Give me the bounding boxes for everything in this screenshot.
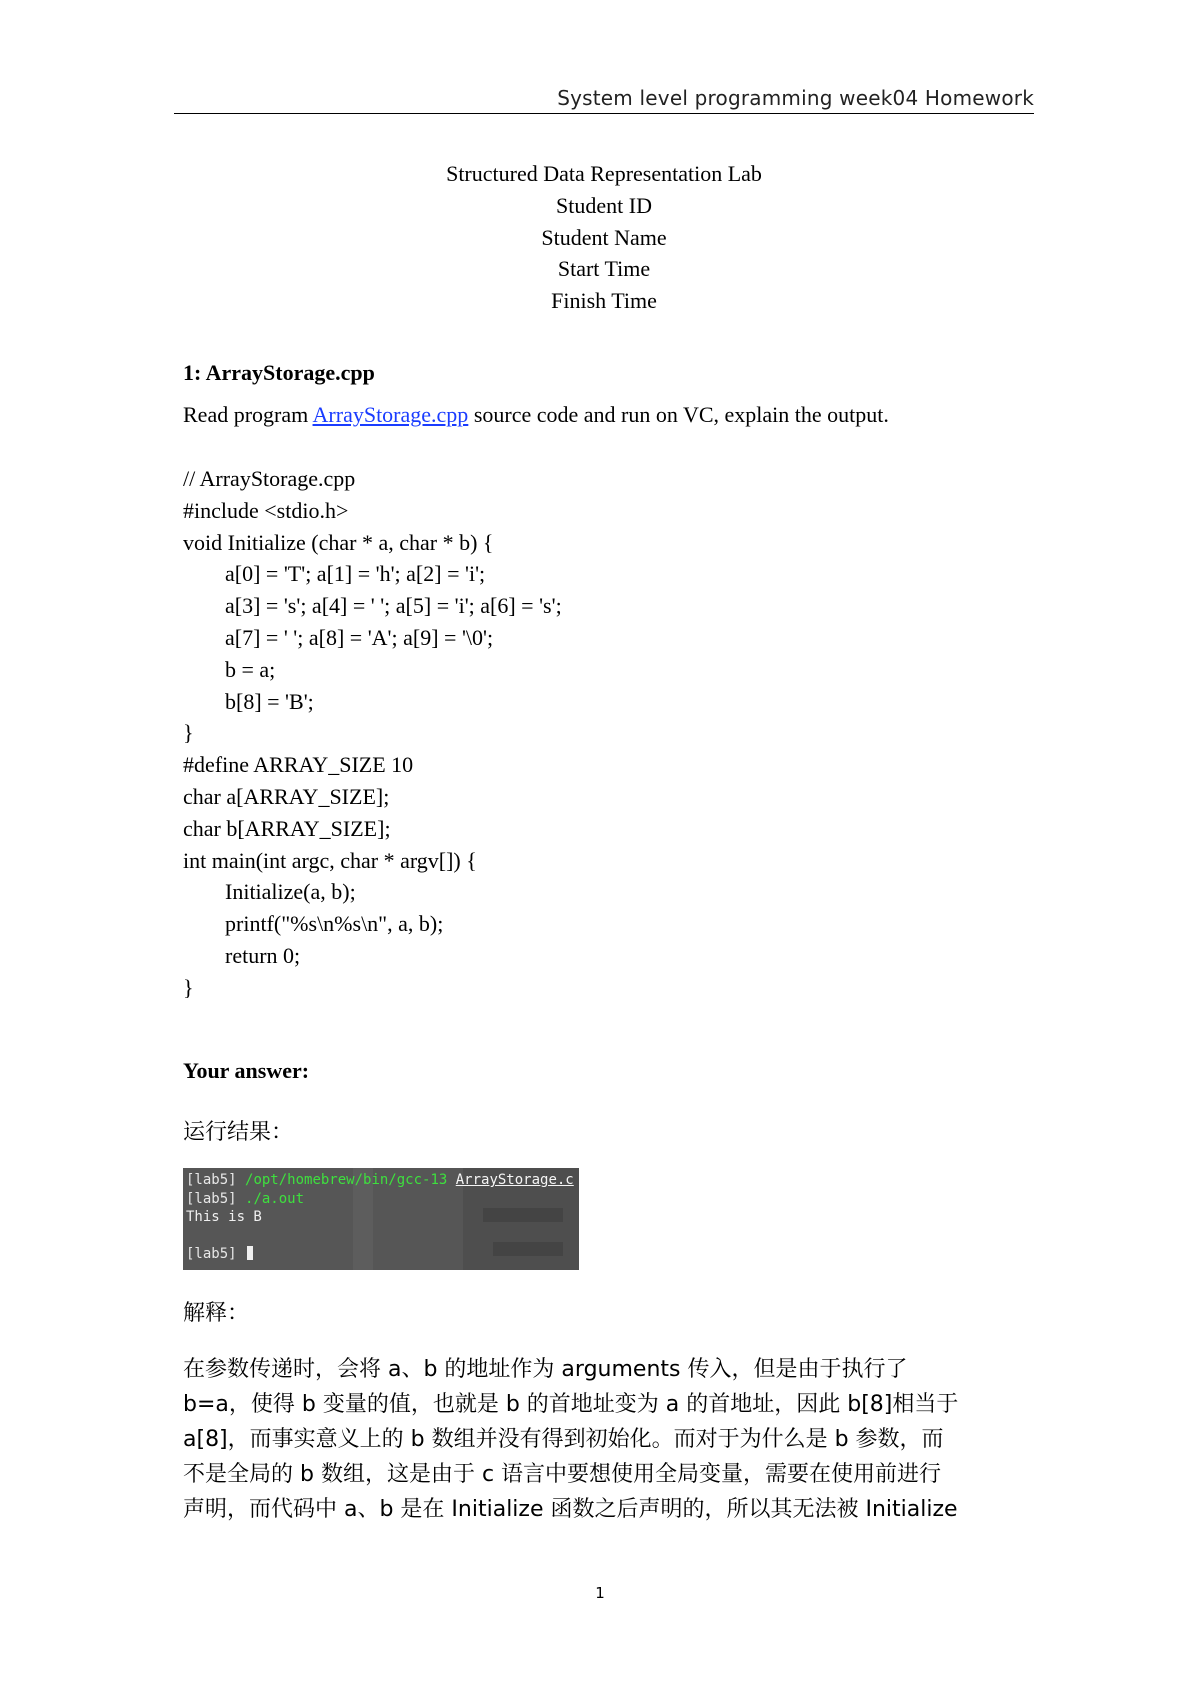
code-line: a[7] = ' '; a[8] = 'A'; a[9] = '\0';	[225, 624, 494, 650]
explanation-line: 声明，而代码中 a、b 是在 Initialize 函数之后声明的，所以其无法被 Initialize	[183, 1497, 958, 1522]
code-line: Initialize(a, b);	[225, 879, 356, 905]
run-result-label: 运行结果：	[183, 1120, 294, 1145]
terminal-prompt: [lab5]	[186, 1246, 246, 1262]
terminal-command: /opt/homebrew/bin/gcc-13	[245, 1172, 456, 1188]
code-line: #include <stdio.h>	[183, 497, 349, 523]
answer-label: Your answer:	[183, 1058, 310, 1083]
explanation-line: b=a，使得 b 变量的值，也就是 b 的首地址变为 a 的首地址，因此 b[8]相当于	[183, 1392, 959, 1417]
code-line: #define ARRAY_SIZE 10	[183, 752, 414, 778]
finish-time-label: Finish Time	[551, 288, 657, 314]
terminal-output-empty	[186, 1227, 574, 1246]
terminal-filename: ArrayStorage.c	[455, 1172, 574, 1188]
terminal-line	[186, 1171, 574, 1190]
section-intro	[183, 402, 889, 428]
code-line: char b[ARRAY_SIZE];	[183, 815, 391, 841]
code-line: char a[ARRAY_SIZE];	[183, 783, 390, 809]
running-header: System level programming week04 Homework	[557, 86, 1034, 110]
explanation-line: 不是全局的 b 数组，这是由于 c 语言中要想使用全局变量，需要在使用前进行	[183, 1462, 942, 1487]
code-line: b[8] = 'B';	[225, 688, 314, 714]
start-time-label: Start Time	[557, 256, 651, 282]
terminal-line	[186, 1190, 574, 1209]
code-line: a[0] = 'T'; a[1] = 'h'; a[2] = 'i';	[225, 561, 486, 587]
arraystorage-link[interactable]: ArrayStorage.cpp	[312, 402, 469, 427]
page-number: 1	[595, 1584, 605, 1602]
terminal-line	[186, 1245, 574, 1264]
terminal-screenshot	[183, 1168, 579, 1270]
code-line: int main(int argc, char * argv[]) {	[183, 847, 477, 873]
student-id-label: Student ID	[556, 192, 652, 218]
explanation-line: 在参数传递时，会将 a、b 的地址作为 arguments 传入，但是由于执行了	[183, 1357, 908, 1382]
explanation-line: a[8]，而事实意义上的 b 数组并没有得到初始化。而对于为什么是 b 参数，而	[183, 1427, 944, 1452]
code-line: a[3] = 's'; a[4] = ' '; a[5] = 'i'; a[6] = 's';	[225, 593, 562, 619]
intro-text-after: source code and run on VC, explain the output.	[468, 402, 889, 427]
terminal-prompt: [lab5]	[186, 1190, 246, 1207]
student-name-label: Student Name	[541, 224, 667, 250]
code-line: void Initialize (char * a, char * b) {	[183, 529, 494, 555]
code-line: b = a;	[225, 656, 276, 682]
title-block	[174, 158, 1034, 317]
terminal-cursor	[247, 1246, 253, 1260]
header-rule	[174, 113, 1034, 114]
terminal-lines	[186, 1171, 574, 1264]
terminal-output: This is B	[186, 1209, 262, 1225]
intro-text-before: Read program	[183, 402, 313, 427]
terminal-prompt: [lab5]	[186, 1172, 246, 1188]
code-line: }	[183, 974, 194, 1000]
section-heading: 1: ArrayStorage.cpp	[183, 360, 375, 385]
code-line: return 0;	[225, 942, 301, 968]
code-line: printf("%s\n%s\n", a, b);	[225, 911, 444, 937]
terminal-command: ./a.out	[245, 1190, 305, 1207]
code-listing	[183, 463, 562, 1004]
lab-title: Structured Data Representation Lab	[446, 161, 762, 186]
code-line: }	[183, 720, 194, 746]
explanation-paragraph	[183, 1352, 1043, 1527]
explain-label: 解释：	[183, 1301, 250, 1326]
code-line: // ArrayStorage.cpp	[183, 466, 356, 491]
